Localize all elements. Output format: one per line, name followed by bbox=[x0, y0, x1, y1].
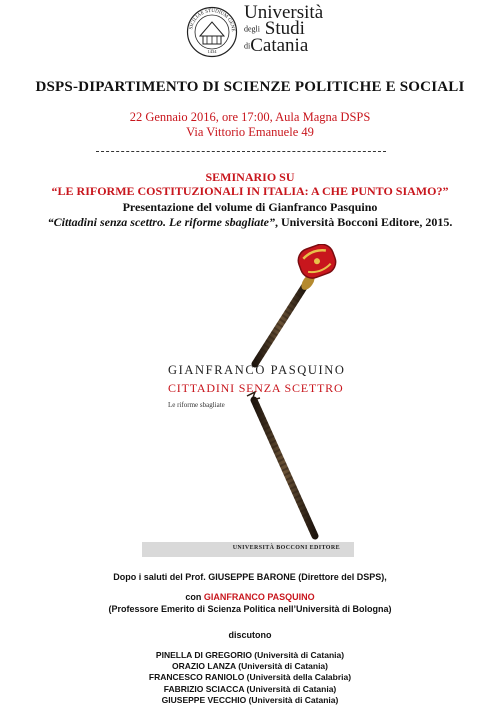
department-title: DSPS-DIPARTIMENTO DI SCIENZE POLITICHE E SOCIALI bbox=[35, 79, 465, 95]
featured-speaker-role: (Professore Emerito di Scienza Politica nell’Università di Bologna) bbox=[108, 604, 392, 614]
university-line-1: Università bbox=[244, 2, 324, 23]
speaker-item: FABRIZIO SCIACCA (Università di Catania) bbox=[163, 683, 337, 694]
event-date-time: 22 Gennaio 2016, ore 17:00, Aula Magna DSPS bbox=[129, 110, 371, 124]
presentation-line: Presentazione del volume di Gianfranco Pasquino bbox=[122, 200, 378, 214]
university-small-2: di bbox=[244, 41, 251, 51]
seminar-label: SEMINARIO SU bbox=[205, 170, 295, 184]
cover-author: GIANFRANCO PASQUINO bbox=[168, 363, 346, 377]
svg-text:SICILIAE STUDIUM GENERALE: SICILIAE STUDIUM GENE bbox=[189, 8, 236, 32]
cover-subtitle: Le riforme sbagliate bbox=[168, 401, 225, 409]
speaker-item: FRANCESCO RANIOLO (Università della Calabria) bbox=[148, 672, 352, 683]
with-prefix: con bbox=[185, 592, 202, 602]
svg-text:1434: 1434 bbox=[207, 49, 217, 54]
cover-title: CITTADINI SENZA SCETTRO bbox=[168, 381, 344, 395]
university-seal-logo bbox=[186, 6, 238, 58]
seminar-title: “LE RIFORME COSTITUZIONALI IN ITALIA: A CHE PUNTO SIAMO?” bbox=[51, 184, 449, 198]
book-publisher: , Università Bocconi Editore, 2015. bbox=[274, 215, 453, 229]
event-address: Via Vittorio Emanuele 49 bbox=[186, 125, 314, 139]
discussants-label: discutono bbox=[228, 630, 272, 640]
speakers-list bbox=[0, 650, 500, 706]
greetings-line: Dopo i saluti del Prof. GIUSEPPE BARONE (Direttore del DSPS), bbox=[113, 572, 387, 582]
university-line-3: Catania bbox=[250, 34, 309, 56]
speaker-item: PINELLA DI GREGORIO (Università di Catania) bbox=[155, 650, 345, 660]
book-reference bbox=[0, 215, 500, 230]
book-title: “Cittadini senza scettro. Le riforme sbagliate” bbox=[47, 215, 275, 229]
university-line-2: Studi bbox=[264, 18, 305, 39]
dashed-divider bbox=[96, 151, 386, 152]
speaker-item: ORAZIO LANZA (Università di Catania) bbox=[171, 661, 328, 672]
with-line bbox=[0, 592, 500, 602]
university-name bbox=[244, 2, 324, 56]
speaker-item: GIUSEPPE VECCHIO (Università di Catania) bbox=[161, 694, 339, 705]
university-small-1: degli bbox=[244, 24, 260, 34]
publisher-name: UNIVERSITÀ BOCCONI EDITORE bbox=[232, 545, 340, 551]
featured-speaker: GIANFRANCO PASQUINO bbox=[203, 592, 315, 602]
publisher-band bbox=[142, 542, 354, 557]
